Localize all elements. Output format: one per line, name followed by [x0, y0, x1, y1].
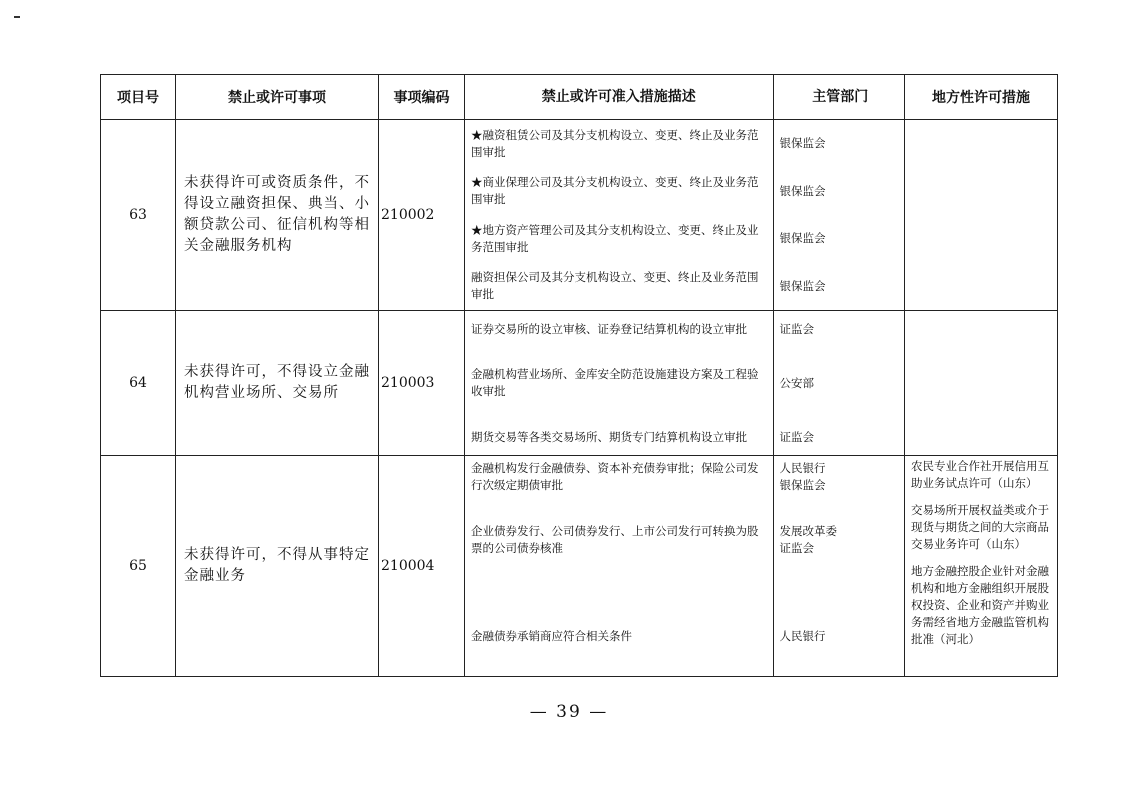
measure-desc: 证券交易所的设立审核、证券登记结算机构的设立审批 — [471, 321, 747, 336]
measure-dept: 银保监会 — [773, 168, 905, 216]
measure-dept-line: 人民银行 — [779, 461, 826, 475]
header-local: 地方性许可措施 — [905, 75, 1058, 120]
row-item: 未获得许可或资质条件，不得设立融资担保、典当、小额贷款公司、征信机构等相关金融服务机构 — [176, 120, 379, 311]
measure-dept: 银保监会 — [773, 120, 905, 168]
table-row — [101, 456, 1058, 677]
table-row — [101, 120, 1058, 311]
measure-dept — [773, 456, 905, 508]
scan-mark — [14, 16, 20, 18]
row-measures — [465, 456, 905, 677]
table-header-row — [101, 75, 1058, 120]
header-desc: 禁止或许可准入措施描述 — [541, 88, 696, 105]
measure-dept — [773, 508, 905, 572]
measure-desc: ★商业保理公司及其分支机构设立、变更、终止及业务范围审批 — [471, 175, 759, 207]
row-code: 210003 — [379, 311, 465, 456]
measure-dept-line: 证监会 — [779, 541, 814, 555]
measure-desc: 金融机构营业场所、金库安全防范设施建设方案及工程验收审批 — [471, 367, 759, 398]
measure-desc: 期货交易等各类交易场所、期货专门结算机构设立审批 — [471, 429, 747, 444]
row-local-measures — [905, 456, 1058, 677]
row-item: 未获得许可，不得从事特定金融业务 — [176, 456, 379, 677]
measure-desc: 金融机构发行金融债券、资本补充债券审批；保险公司发行次级定期债审批 — [471, 461, 759, 492]
measure-dept: 公安部 — [773, 347, 905, 419]
header-dept: 主管部门 — [773, 75, 905, 119]
measure-desc: 融资担保公司及其分支机构设立、变更、终止及业务范围审批 — [471, 270, 759, 302]
measure-dept: 银保监会 — [773, 263, 905, 311]
row-measures — [465, 311, 905, 456]
measure-dept — [773, 572, 905, 676]
local-measure-item: 地方金融控股企业针对金融机构和地方金融组织开展股权投资、企业和资产并购业务需经省地方金融监管机构批准（河北） — [911, 564, 1049, 646]
permission-table — [100, 74, 1058, 677]
measure-dept: 证监会 — [773, 419, 905, 455]
row-item: 未获得许可，不得设立金融机构营业场所、交易所 — [176, 311, 379, 456]
row-number: 64 — [101, 311, 176, 456]
table-row — [101, 311, 1058, 456]
measure-dept-line: 发展改革委 — [779, 524, 837, 538]
row-number: 63 — [101, 120, 176, 311]
local-measure-item: 农民专业合作社开展信用互助业务试点许可（山东） — [911, 459, 1049, 490]
header-item: 禁止或许可事项 — [176, 75, 379, 120]
measure-dept-line: 银保监会 — [779, 478, 826, 492]
row-local-measures — [905, 120, 1058, 311]
row-code: 210004 — [379, 456, 465, 677]
measure-desc: ★融资租赁公司及其分支机构设立、变更、终止及业务范围审批 — [471, 127, 759, 159]
row-measures — [465, 120, 905, 311]
row-code: 210002 — [379, 120, 465, 311]
measure-desc: 金融债券承销商应符合相关条件 — [471, 629, 632, 643]
measure-dept-line: 人民银行 — [779, 629, 826, 643]
header-project-no: 项目号 — [101, 75, 176, 120]
header-desc-dept-group — [465, 75, 905, 120]
row-local-measures — [905, 311, 1058, 456]
header-code: 事项编码 — [379, 75, 465, 120]
page-number: — 39 — — [529, 702, 609, 722]
measure-desc: ★地方资产管理公司及其分支机构设立、变更、终止及业务范围审批 — [471, 222, 759, 254]
measure-desc: 企业债券发行、公司债券发行、上市公司发行可转换为股票的公司债券核准 — [471, 524, 759, 555]
local-measure-item: 交易场所开展权益类或介于现货与期货之间的大宗商品交易业务许可（山东） — [911, 503, 1049, 551]
row-number: 65 — [101, 456, 176, 677]
measure-dept: 证监会 — [773, 311, 905, 347]
measure-dept: 银保监会 — [773, 215, 905, 263]
